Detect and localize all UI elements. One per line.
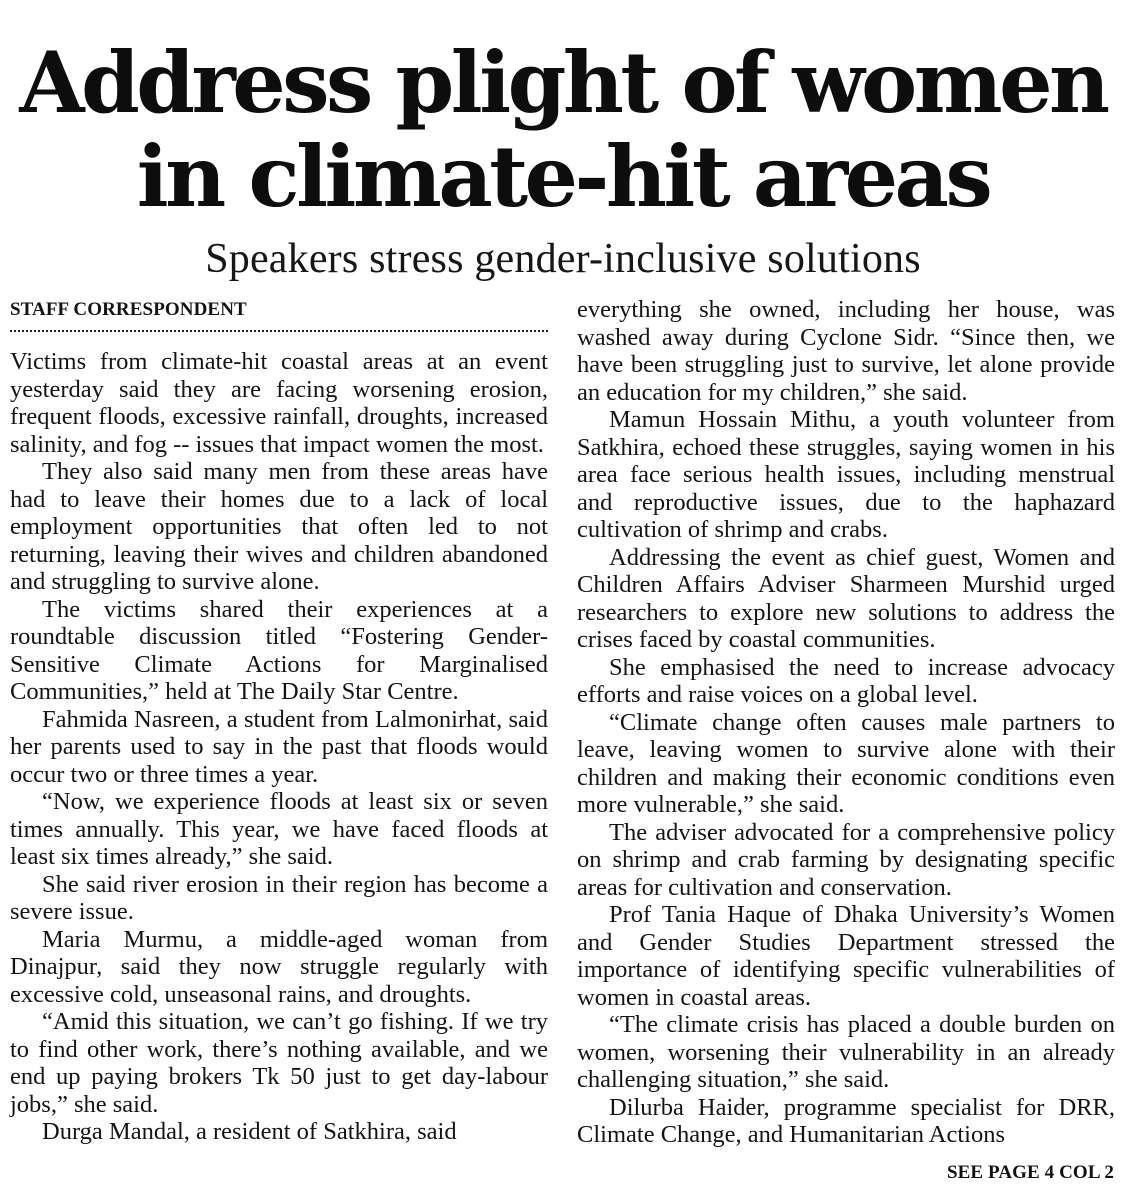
- paragraph: Mamun Hossain Mithu, a youth volunteer from Satkhira, echoed these struggles, saying women in his area face serious health issues, including menstrual and reproductive issues, due to the haphazard cultivation of shrimp and crabs.: [577, 406, 1115, 543]
- paragraph: “Amid this situation, we can’t go fishing. If we try to find other work, there’s nothing available, and we end up paying brokers Tk 50 just to get day-labour jobs,” she said.: [10, 1008, 548, 1118]
- byline: STAFF CORRESPONDENT: [10, 299, 247, 320]
- paragraph: They also said many men from these areas have had to leave their homes due to a lack of local employment opportunities that often led to not returning, leaving their wives and children abandoned and struggling to survive alone.: [10, 458, 548, 595]
- paragraph: The victims shared their experiences at a roundtable discussion titled “Fostering Gender-Sensitive Climate Actions for Marginalised Communities,” held at The Daily Star Centre.: [10, 595, 548, 705]
- headline: [0, 33, 1126, 226]
- article-column-right: [577, 296, 1115, 1149]
- paragraph: Durga Mandal, a resident of Satkhira, said: [42, 1118, 457, 1145]
- paragraph: The adviser advocated for a comprehensive policy on shrimp and crab farming by designating specific areas for cultivation and conservation.: [577, 818, 1115, 901]
- headline-line-2: in climate-hit areas: [136, 127, 990, 226]
- paragraph: “The climate crisis has placed a double burden on women, worsening their vulnerability in an already challenging situation,” she said.: [577, 1011, 1115, 1093]
- paragraph: Dilurba Haider, programme specialist for DRR, Climate Change, and Humanitarian Actions: [577, 1093, 1115, 1148]
- paragraph: Maria Murmu, a middle-aged woman from Dinajpur, said they now struggle regularly with excessive cold, unseasonal rains, and droughts.: [10, 925, 548, 1008]
- paragraph: Prof Tania Haque of Dhaka University’s Women and Gender Studies Department stressed the importance of identifying specific vulnerabilities of women in coastal areas.: [577, 901, 1115, 1011]
- subheadline: Speakers stress gender-inclusive solutions: [205, 236, 921, 282]
- byline-dotted-rule: [10, 330, 548, 332]
- paragraph: Fahmida Nasreen, a student from Lalmonirhat, said her parents used to say in the past that floods would occur two or three times a year.: [10, 705, 548, 788]
- paragraph: “Now, we experience floods at least six or seven times annually. This year, we have faced floods at least six times already,” she said.: [10, 788, 548, 870]
- paragraph: Addressing the event as chief guest, Women and Children Affairs Adviser Sharmeen Murshid urged researchers to explore new solutions to address the crises faced by coastal communities.: [577, 543, 1115, 653]
- continued-on-page-line: SEE PAGE 4 COL 2: [946, 1162, 1114, 1183]
- paragraph: everything she owned, including her house, was washed away during Cyclone Sidr. “Since then, we have been struggling just to survive, let alone provide an education for my children,” she said.: [577, 296, 1115, 406]
- article-column-left: [10, 296, 548, 1146]
- paragraph: Victims from climate-hit coastal areas at an event yesterday said they are facing worsening erosion, frequent floods, excessive rainfall, droughts, increased salinity, and fog -- issues that impact women the most.: [10, 348, 548, 458]
- paragraph: She said river erosion in their region has become a severe issue.: [10, 870, 548, 925]
- paragraph: She emphasised the need to increase advocacy efforts and raise voices on a global level.: [577, 653, 1115, 708]
- headline-line-1: Address plight of women: [19, 33, 1107, 132]
- paragraph: “Climate change often causes male partners to leave, leaving women to survive alone with their children and making their economic conditions even more vulnerable,” she said.: [577, 708, 1115, 818]
